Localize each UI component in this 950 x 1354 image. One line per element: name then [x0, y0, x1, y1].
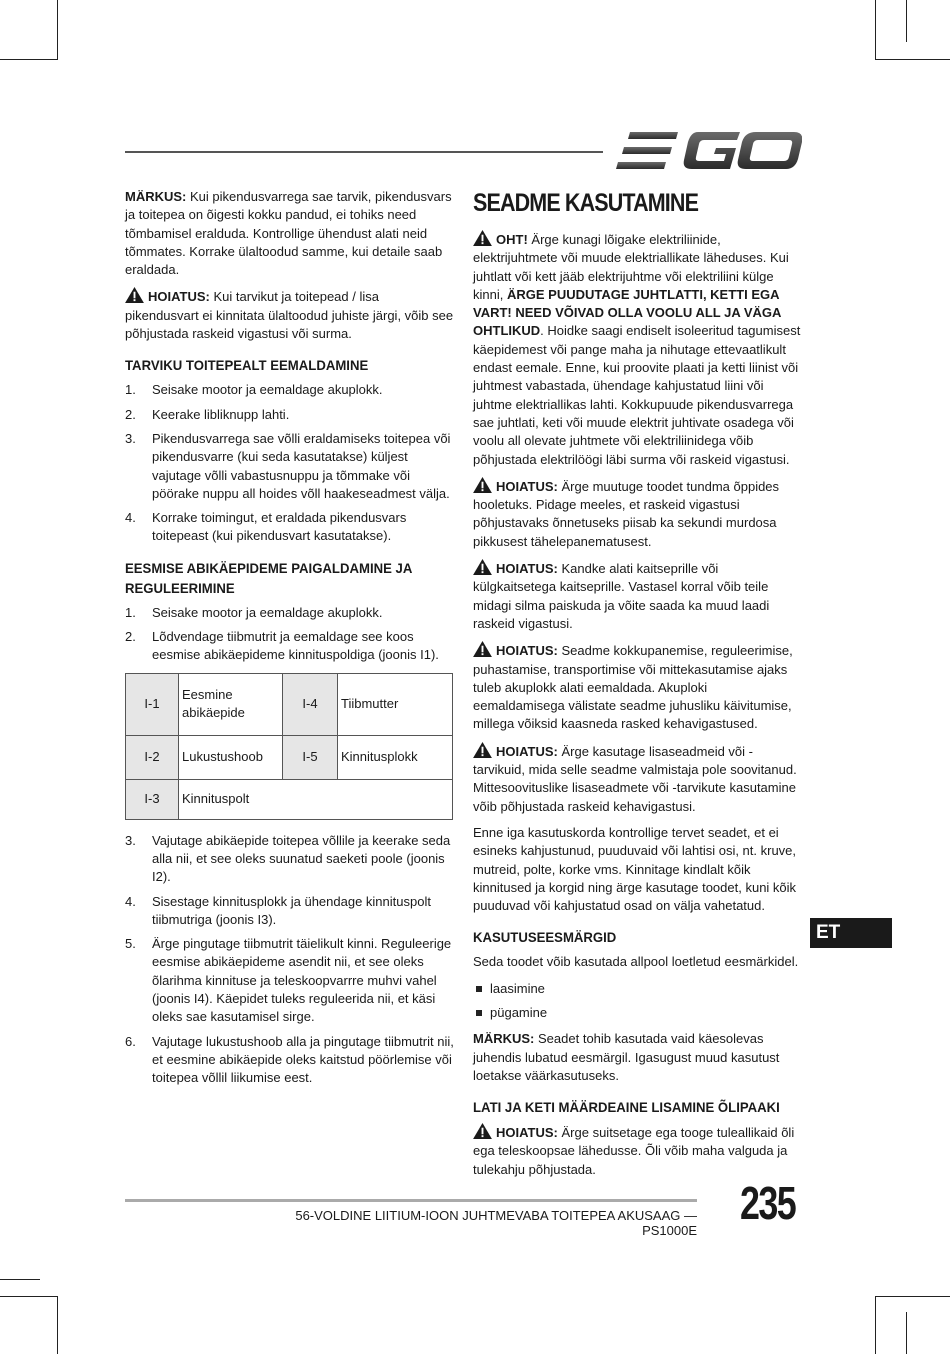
list-item: 1. Seisake mootor ja eemaldage akuplokk. — [125, 382, 383, 398]
table-cell: Lukustushoob — [179, 735, 283, 779]
warning-text: Ärge kasutage lisaseadmeid või -tarvikuid, mida selle seadme valmistaja pole soovitanud. Mittesoovituslike lisaseadmete või -tarvikute kasutamine võib põhjustada raskeid kehavigastusi. — [473, 743, 797, 814]
section-title-oil: LATI JA KETI MÄÄRDEAINE LISAMINE ÕLIPAAKI — [473, 1099, 780, 1116]
handle-steps-list-a — [125, 604, 455, 665]
crop-mark — [0, 1296, 58, 1297]
warning-text: Ärge suitsetage ega tooge tuleallikaid õli ega teleskoopsae lähedusse. Õli võib maha valguda ja tulekahju põhjustada. — [473, 1125, 795, 1177]
list-item: laasimine — [473, 980, 801, 998]
table-cell: Kinnituspolt — [179, 779, 453, 819]
note-paragraph — [125, 188, 455, 279]
note-paragraph — [473, 1030, 801, 1085]
ego-logo — [616, 128, 802, 174]
list-item: 5. Ärge pingutage tiibmutrit täielikult kinni. Reguleerige eesmise abikäepideme asendit nii, et see oleks õlarihma kinnituse ja teleskoopvarrre muhvi vahel (joonis I4). Käepidet tuleks reguleerida nii, et käsi oleks sae kasutamisel sirge. — [125, 936, 452, 1025]
section-title-remove-tool: TARVIKU TOITEPEALT EEMALDAMINE — [125, 357, 369, 374]
list-item: 4. Korrake toimingut, et eraldada pikendusvars toitepeast (kui pikendusvart kasutatakse). — [125, 510, 407, 544]
purpose-list — [473, 980, 801, 1023]
list-item: 4. Sisestage kinnitusplokk ja ühendage kinnituspolt tiibmutriga (joonis I3). — [125, 893, 431, 927]
crop-mark — [906, 0, 907, 42]
right-column — [473, 188, 801, 1187]
parts-table — [125, 673, 453, 820]
section-title-operation: SEADME KASUTAMINE — [473, 189, 699, 217]
crop-mark — [57, 0, 58, 60]
list-item: 3. Vajutage abikäepide toitepea võllile ja keerake seda alla nii, et see oleks suunatud saeketi poole (joonis I2). — [125, 832, 451, 885]
list-item: 2. Keerake libliknupp lahti. — [125, 406, 290, 422]
warning-paragraph — [125, 287, 455, 343]
table-cell: I-1 — [126, 673, 179, 735]
crop-mark — [0, 1279, 40, 1280]
warning-label: HOIATUS: — [496, 643, 558, 659]
left-column — [125, 188, 455, 1094]
danger-bold-text: ÄRGE PUUDUTAGE JUHTLATTI, KETTI EGA VART! NEED VÕIVAD OLLA VOOLU ALL JA VÄGA OHTLIKUD — [473, 286, 781, 339]
table-cell: I-2 — [126, 735, 179, 779]
section-title-purpose: KASUTUSEESMÄRGID — [473, 929, 617, 946]
warning-label: HOIATUS: — [496, 561, 558, 577]
warning-icon — [473, 742, 492, 758]
warning-label: HOIATUS: — [496, 478, 558, 494]
warning-paragraph — [473, 477, 801, 551]
remove-steps-list — [125, 381, 455, 545]
table-cell: I-4 — [283, 673, 338, 735]
inspect-paragraph: Enne iga kasutuskorda kontrollige tervet seadet, et ei esineks kahjustunud, puuduvaid või lahtisi osi, nt. kruve, mutreid, polte, korke vms. Kinnitage kindlalt kõik kinnitused ja korgid ning ärge kasutage toodet, kuni kõik puuduvad või kahjustatud osad on välja vahetatud. — [473, 824, 797, 914]
warning-text: Kui tarvikut ja toitepead / lisa pikendusvart ei kinnitata ülaltoodud juhiste järgi, võib see põhjustada raskeid vigastusi või surma. — [125, 289, 454, 342]
warning-text: Ärge muutuge toodet tundma õppides hooletuks. Pidage meeles, et raskeid vigastusi põhjustavaks õnnetuseks piisab ka sekundi murdosa pikkusest tähelepanematusest. — [473, 478, 780, 549]
warning-paragraph — [473, 559, 801, 633]
handle-steps-list-b — [125, 832, 455, 1088]
purpose-intro: Seda toodet võib kasutada allpool loetletud eesmärkidel. — [473, 954, 799, 970]
warning-icon — [473, 1123, 492, 1139]
danger-paragraph — [473, 230, 801, 469]
table-row — [126, 735, 453, 779]
warning-paragraph — [473, 1123, 801, 1179]
warning-text: Seadme kokkupanemise, reguleerimise, puhastamise, transportimise või mittekasutamise ajaks tuleb akuplokk alati eemaldada. Akuploki eemaldamisega välistate seadme juhusliku käivitumise, millega võiksid kaasneda rasked kehavigastused. — [473, 643, 793, 732]
bullet-icon — [476, 986, 482, 992]
list-item: 6. Vajutage lukustushoob alla ja pingutage tiibmutrit nii, et eesmine abikäepide oleks kaitstud pöörlemise või toitepea võllil liikumise eest. — [125, 1033, 454, 1086]
note-label: MÄRKUS: — [473, 1031, 535, 1047]
warning-label: HOIATUS: — [148, 289, 210, 305]
table-cell: Kinnitusplokk — [338, 735, 453, 779]
list-item: 3. Pikendusvarrega sae võlli eraldamiseks toitepea või pikendusvarre (kui seda kasutatakse) küljest vajutage võlli vabastusnuppu ja tõmmake või pöörake nuppu all hoides võll haakeseadmest välja. — [125, 430, 451, 501]
danger-text-cont: . Hoidke saagi endiselt isoleeritud tagumisest käepidemest või pange maha ja nihutage ettevaatlikult endast eemale. Enne, kui proovite plaati ja ketti liinist või juhtmest vabastada, ühendage kahjustatud liini või juhtme elektriallikas lahti. Kokkupuude pikendusvarrega sae juhtlati, keti või muude elektrit juhtivate osadega või voolu all olevate juhtmete või elektriliinidega võib põhjustada elektrilöögi läbi surma või raskeid vigastusi. — [473, 323, 801, 467]
language-tab: ET — [810, 918, 892, 948]
warning-icon — [473, 477, 492, 493]
crop-mark — [906, 1312, 907, 1354]
warning-paragraph — [473, 742, 801, 816]
warning-icon — [473, 559, 492, 575]
warning-icon — [125, 287, 144, 303]
crop-mark — [0, 59, 58, 60]
footer-text: 56-VOLDINE LIITIUM-IOON JUHTMEVABA TOITEPEA AKUSAAG — PS1000E — [295, 1208, 697, 1238]
list-item: 1. Seisake mootor ja eemaldage akuplokk. — [125, 604, 383, 620]
table-cell: I-3 — [126, 779, 179, 819]
table-cell: Tiibmutter — [338, 673, 453, 735]
crop-mark — [875, 59, 950, 60]
danger-text: Ärge kunagi lõigake elektriliinide, elektrijuhtmete või muude elektriallikate läheduses. Kui juhtlatt või kett jääb elektrijuhtme või elektriliini külge kinni, — [473, 232, 789, 302]
table-cell: I-5 — [283, 735, 338, 779]
warning-icon — [473, 230, 492, 246]
danger-label: OHT! — [496, 232, 528, 247]
table-row — [126, 673, 453, 735]
note-label: MÄRKUS: — [125, 189, 187, 204]
crop-mark — [875, 1296, 876, 1354]
note-text: Kui pikendusvarrega sae tarvik, pikendusvars ja toitepea on õigesti kokku pandud, ei tohiks need tõmbamisel eralduda. Kontrollige ühendust alati neid tõmmates. Korrake ülaltoodud samme, kui detaile saab eraldada. — [125, 189, 452, 278]
page-number: 235 — [740, 1177, 796, 1229]
section-title-handle: EESMISE ABIKÄEPIDEME PAIGALDAMINE JA REGULEERIMINE — [125, 559, 412, 596]
warning-paragraph — [473, 641, 801, 733]
list-item: 2. Lõdvendage tiibmutrit ja eemaldage see koos eesmise abikäepideme kinnituspoldiga (joonis I1). — [125, 629, 439, 663]
warning-text: Kandke alati kaitseprille või külgkaitsetega kaitseprille. Vastasel korral võib teile midagi silma paiskuda ja võite saada ka muud laadi raskeid vigastusi. — [473, 561, 770, 631]
note-text: Seadet tohib kasutada vaid käesolevas juhendis lubatud eesmärgil. Igasugust muud kasutust loetakse väärkasutuseks. — [473, 1031, 780, 1083]
crop-mark — [57, 1296, 58, 1354]
warning-label: HOIATUS: — [496, 743, 558, 759]
bullet-icon — [476, 1010, 482, 1016]
list-item: pügamine — [473, 1004, 801, 1022]
table-cell: Eesmine abikäepide — [179, 673, 283, 735]
crop-mark — [875, 0, 876, 60]
header-rule — [125, 151, 603, 153]
crop-mark — [875, 1296, 950, 1297]
warning-label: HOIATUS: — [496, 1125, 558, 1141]
warning-icon — [473, 641, 492, 657]
table-row — [126, 779, 453, 819]
footer-rule — [125, 1199, 697, 1202]
